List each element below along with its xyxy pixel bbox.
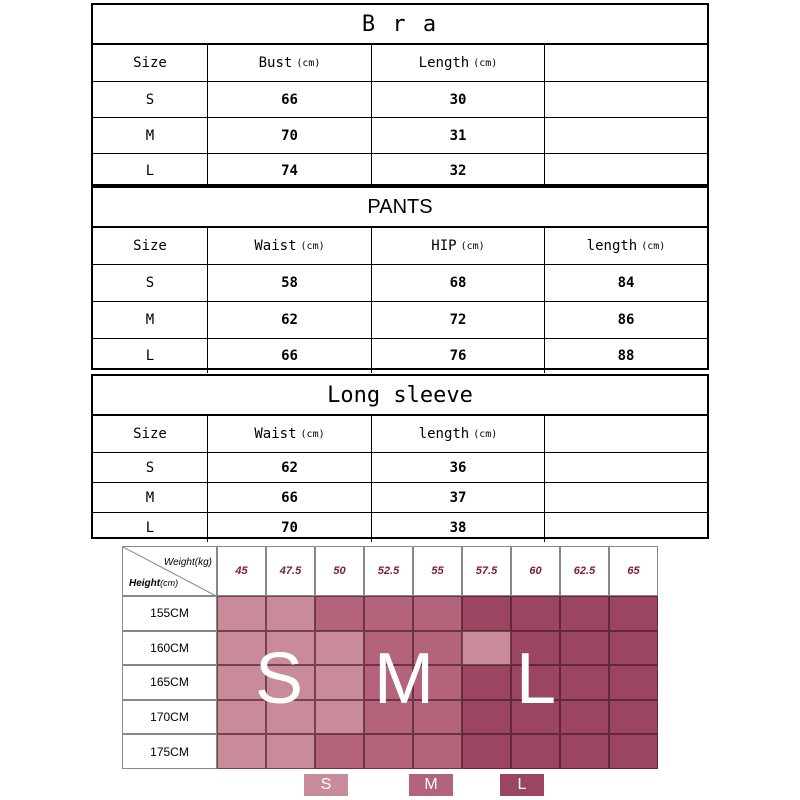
size-cell-l: [462, 700, 511, 735]
value-cell: 88: [617, 348, 635, 364]
value-cell: 36: [372, 453, 545, 482]
legend-m: M: [409, 774, 453, 796]
pants-table: [91, 186, 709, 370]
header-hip: HIP (cm): [372, 228, 545, 264]
height-row-label: 165CM: [122, 665, 217, 700]
bra-title: B r a: [93, 5, 707, 45]
size-cell-l: [462, 596, 511, 631]
size-cell-s: [315, 700, 364, 735]
size-cell-l: [560, 734, 609, 769]
value-cell: 72: [372, 302, 545, 338]
value-cell: 70: [208, 118, 372, 153]
legend-s: S: [304, 774, 348, 796]
table-row: [93, 513, 707, 542]
weight-header-cell: 47.5: [266, 546, 315, 596]
size-cell-s: [266, 734, 315, 769]
value-cell: 84: [617, 275, 635, 291]
height-row-label: 175CM: [122, 734, 217, 769]
size-cell-l: [560, 665, 609, 700]
empty-cell: [545, 453, 707, 482]
header-length: length (cm): [372, 416, 545, 452]
size-cell-m: [413, 734, 462, 769]
size-cell-l: [511, 734, 560, 769]
header-waist: Waist (cm): [208, 228, 372, 264]
size-cell-s: [462, 631, 511, 666]
size-cell-l: [609, 734, 658, 769]
size-cell-m: [364, 596, 413, 631]
value-cell: 86: [617, 312, 635, 328]
weight-header-cell: 45: [217, 546, 266, 596]
size-cell: S: [93, 265, 208, 301]
weight-header-cell: 55: [413, 546, 462, 596]
value-cell: 58: [208, 265, 372, 301]
table-row: [93, 339, 707, 373]
size-cell-l: [462, 734, 511, 769]
size-cell-s: [315, 631, 364, 666]
size-cell: S: [93, 453, 208, 482]
size-cell-l: [609, 596, 658, 631]
table-row: [93, 483, 707, 513]
header-empty: [545, 45, 707, 81]
diagonal-line: [123, 547, 218, 597]
value-cell: 38: [372, 513, 545, 542]
size-cell-m: [413, 596, 462, 631]
height-label: Height(cm): [129, 578, 179, 589]
header-empty: [545, 416, 707, 452]
weight-header-cell: 60: [511, 546, 560, 596]
empty-cell: [545, 154, 707, 188]
table-row: [93, 453, 707, 483]
value-cell: 66: [208, 82, 372, 117]
weight-header-cell: 62.5: [560, 546, 609, 596]
header-bust: Bust (cm): [208, 45, 372, 81]
height-row-label: 170CM: [122, 700, 217, 735]
size-cell-s: [217, 734, 266, 769]
big-size-letter: L: [516, 639, 557, 719]
size-cell: S: [93, 82, 208, 117]
weight-header-cell: 65: [609, 546, 658, 596]
value-cell: 62: [208, 453, 372, 482]
legend-l: L: [500, 774, 544, 796]
header-size: Size: [93, 45, 208, 81]
value-cell: 66: [208, 339, 372, 373]
size-cell: M: [93, 483, 208, 512]
value-cell: 74: [208, 154, 372, 188]
height-row-label: 160CM: [122, 631, 217, 666]
table-row: [93, 265, 707, 302]
value-cell: 68: [372, 265, 545, 301]
value-cell: 76: [372, 339, 545, 373]
pants-title: PANTS: [93, 188, 707, 228]
size-chart-grid: [122, 546, 660, 770]
size-cell-s: [315, 665, 364, 700]
empty-cell: [545, 483, 707, 512]
size-cell: L: [93, 513, 208, 542]
table-row: [93, 118, 707, 154]
grid-corner-header: [122, 546, 217, 596]
size-cell-m: [315, 596, 364, 631]
size-cell-s: [266, 596, 315, 631]
header-size: Size: [93, 228, 208, 264]
header-length: length (cm): [586, 238, 666, 254]
weight-header-cell: 52.5: [364, 546, 413, 596]
size-cell-l: [609, 700, 658, 735]
header-waist: Waist (cm): [208, 416, 372, 452]
size-cell: L: [93, 339, 208, 373]
weight-header-cell: 50: [315, 546, 364, 596]
value-cell: 32: [372, 154, 545, 188]
value-cell: 31: [372, 118, 545, 153]
value-cell: 66: [208, 483, 372, 512]
size-cell-l: [560, 596, 609, 631]
size-cell-l: [511, 596, 560, 631]
long-sleeve-title: Long sleeve: [93, 376, 707, 416]
size-cell-l: [560, 631, 609, 666]
value-cell: 30: [372, 82, 545, 117]
table-row: [93, 154, 707, 188]
value-cell: 62: [208, 302, 372, 338]
table-row: [93, 302, 707, 339]
empty-cell: [545, 513, 707, 542]
size-cell-l: [560, 700, 609, 735]
height-row-label: 155CM: [122, 596, 217, 631]
long-sleeve-table: [91, 374, 709, 539]
header-length: Length (cm): [372, 45, 545, 81]
value-cell: 70: [208, 513, 372, 542]
size-cell-l: [609, 631, 658, 666]
empty-cell: [545, 118, 707, 153]
big-size-letter: S: [255, 639, 304, 719]
weight-header-cell: 57.5: [462, 546, 511, 596]
big-size-letter: M: [374, 639, 434, 719]
size-cell-m: [315, 734, 364, 769]
size-cell: M: [93, 118, 208, 153]
header-size: Size: [93, 416, 208, 452]
bra-table: [91, 3, 709, 186]
size-cell: M: [93, 302, 208, 338]
table-row: [93, 82, 707, 118]
size-cell-l: [462, 665, 511, 700]
empty-cell: [545, 82, 707, 117]
size-cell-m: [364, 734, 413, 769]
value-cell: 37: [372, 483, 545, 512]
size-cell: L: [93, 154, 208, 188]
weight-label: Weight(kg): [163, 557, 212, 568]
size-cell-s: [217, 596, 266, 631]
size-cell-l: [609, 665, 658, 700]
